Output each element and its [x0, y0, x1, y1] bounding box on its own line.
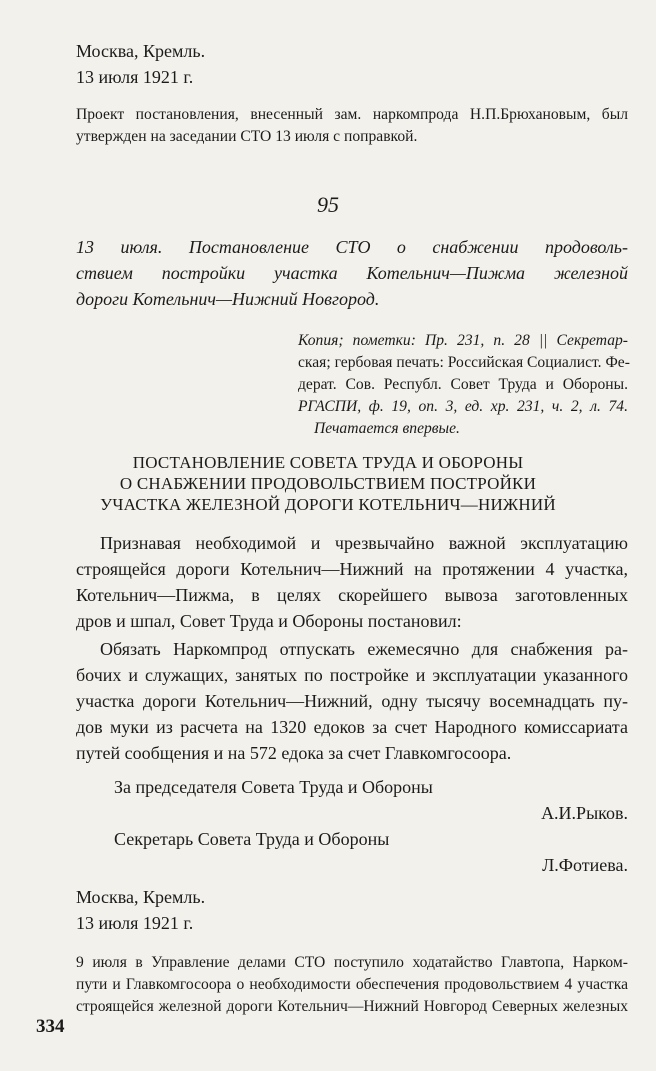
doc-title-line-2: ствием постройки участка Котельнич—Пижма железной: [76, 263, 628, 283]
bottom-note-line-3: строящейся железной дороги Котельнич—Нижний Новгород Северных железных: [76, 998, 628, 1015]
para2-line-2: бочих и служащих, занятых по постройке и эксплуатации указанного: [76, 665, 628, 685]
document-number: 95: [317, 192, 339, 217]
bottom-date: 13 июля 1921 г.: [76, 913, 194, 933]
top-date: 13 июля 1921 г.: [76, 67, 194, 87]
para2-line-4: дов муки из расчета на 1320 едоков за счет Народного комиссариата: [76, 717, 628, 737]
top-place: Москва, Кремль.: [76, 41, 206, 61]
bleed-through-text: [330, 40, 333, 56]
top-note-line-2: утвержден на заседании СТО 13 июля с поправкой.: [76, 128, 418, 145]
page-number: 334: [36, 1016, 65, 1037]
secretary-name: Л.Фотиева.: [542, 855, 628, 875]
archival-line-3: дерат. Сов. Республ. Совет Труда и Обороны.: [298, 376, 628, 393]
doc-title-line-1: 13 июля. Постановление СТО о снабжении продоволь-: [76, 237, 628, 257]
para1-line-3: Котельнич—Пижма, в целях скорейшего вывоза заготовленных: [76, 585, 628, 605]
archival-line-5: Печатается впервые.: [314, 420, 460, 437]
archival-line-4: РГАСПИ, ф. 19, оп. 3, ед. хр. 231, ч. 2, л. 74.: [298, 398, 628, 415]
para1-line-4: дров и шпал, Совет Труда и Обороны постановил:: [76, 611, 462, 631]
heading-line-2: О СНАБЖЕНИИ ПРОДОВОЛЬСТВИЕМ ПОСТРОЙКИ: [119, 474, 537, 493]
chair-name: А.И.Рыков.: [541, 803, 628, 823]
heading-line-3: УЧАСТКА ЖЕЛЕЗНОЙ ДОРОГИ КОТЕЛЬНИЧ—НИЖНИЙ: [100, 495, 556, 514]
para1-line-2: строящейся дороги Котельнич—Нижний на протяжении 4 участка,: [76, 559, 628, 579]
bottom-note-line-1: 9 июля в Управление делами СТО поступило ходатайство Главтопа, Нарком-: [76, 954, 628, 971]
doc-title-line-3: дороги Котельнич—Нижний Новгород.: [76, 289, 380, 309]
para2-line-1: Обязать Наркомпрод отпускать ежемесячно для снабжения ра-: [100, 639, 628, 659]
para2-line-5: путей сообщения и на 572 едока за счет Главкомгосоора.: [76, 743, 512, 763]
para2-line-3: участка дороги Котельнич—Нижний, одну тысячу восемнадцать пу-: [76, 691, 628, 711]
secretary-title: Секретарь Совета Труда и Обороны: [114, 829, 390, 849]
heading-line-1: ПОСТАНОВЛЕНИЕ СОВЕТА ТРУДА И ОБОРОНЫ: [132, 453, 524, 472]
para1-line-1: Признавая необходимой и чрезвычайно важной эксплуатацию: [100, 533, 628, 553]
top-note-line-1: Проект постановления, внесенный зам. наркомпрода Н.П.Брюхановым, был: [76, 106, 628, 123]
chair-title: За председателя Совета Труда и Обороны: [114, 777, 433, 797]
bottom-place: Москва, Кремль.: [76, 887, 206, 907]
archival-line-1: Копия; пометки: Пр. 231, п. 28 || Секретар-: [298, 332, 628, 349]
bottom-note-line-2: пути и Главкомгосоора о необходимости обеспечения продовольствием 4 участка: [76, 976, 628, 993]
archival-line-2: ская; гербовая печать: Российская Социалист. Фе-: [298, 354, 630, 371]
